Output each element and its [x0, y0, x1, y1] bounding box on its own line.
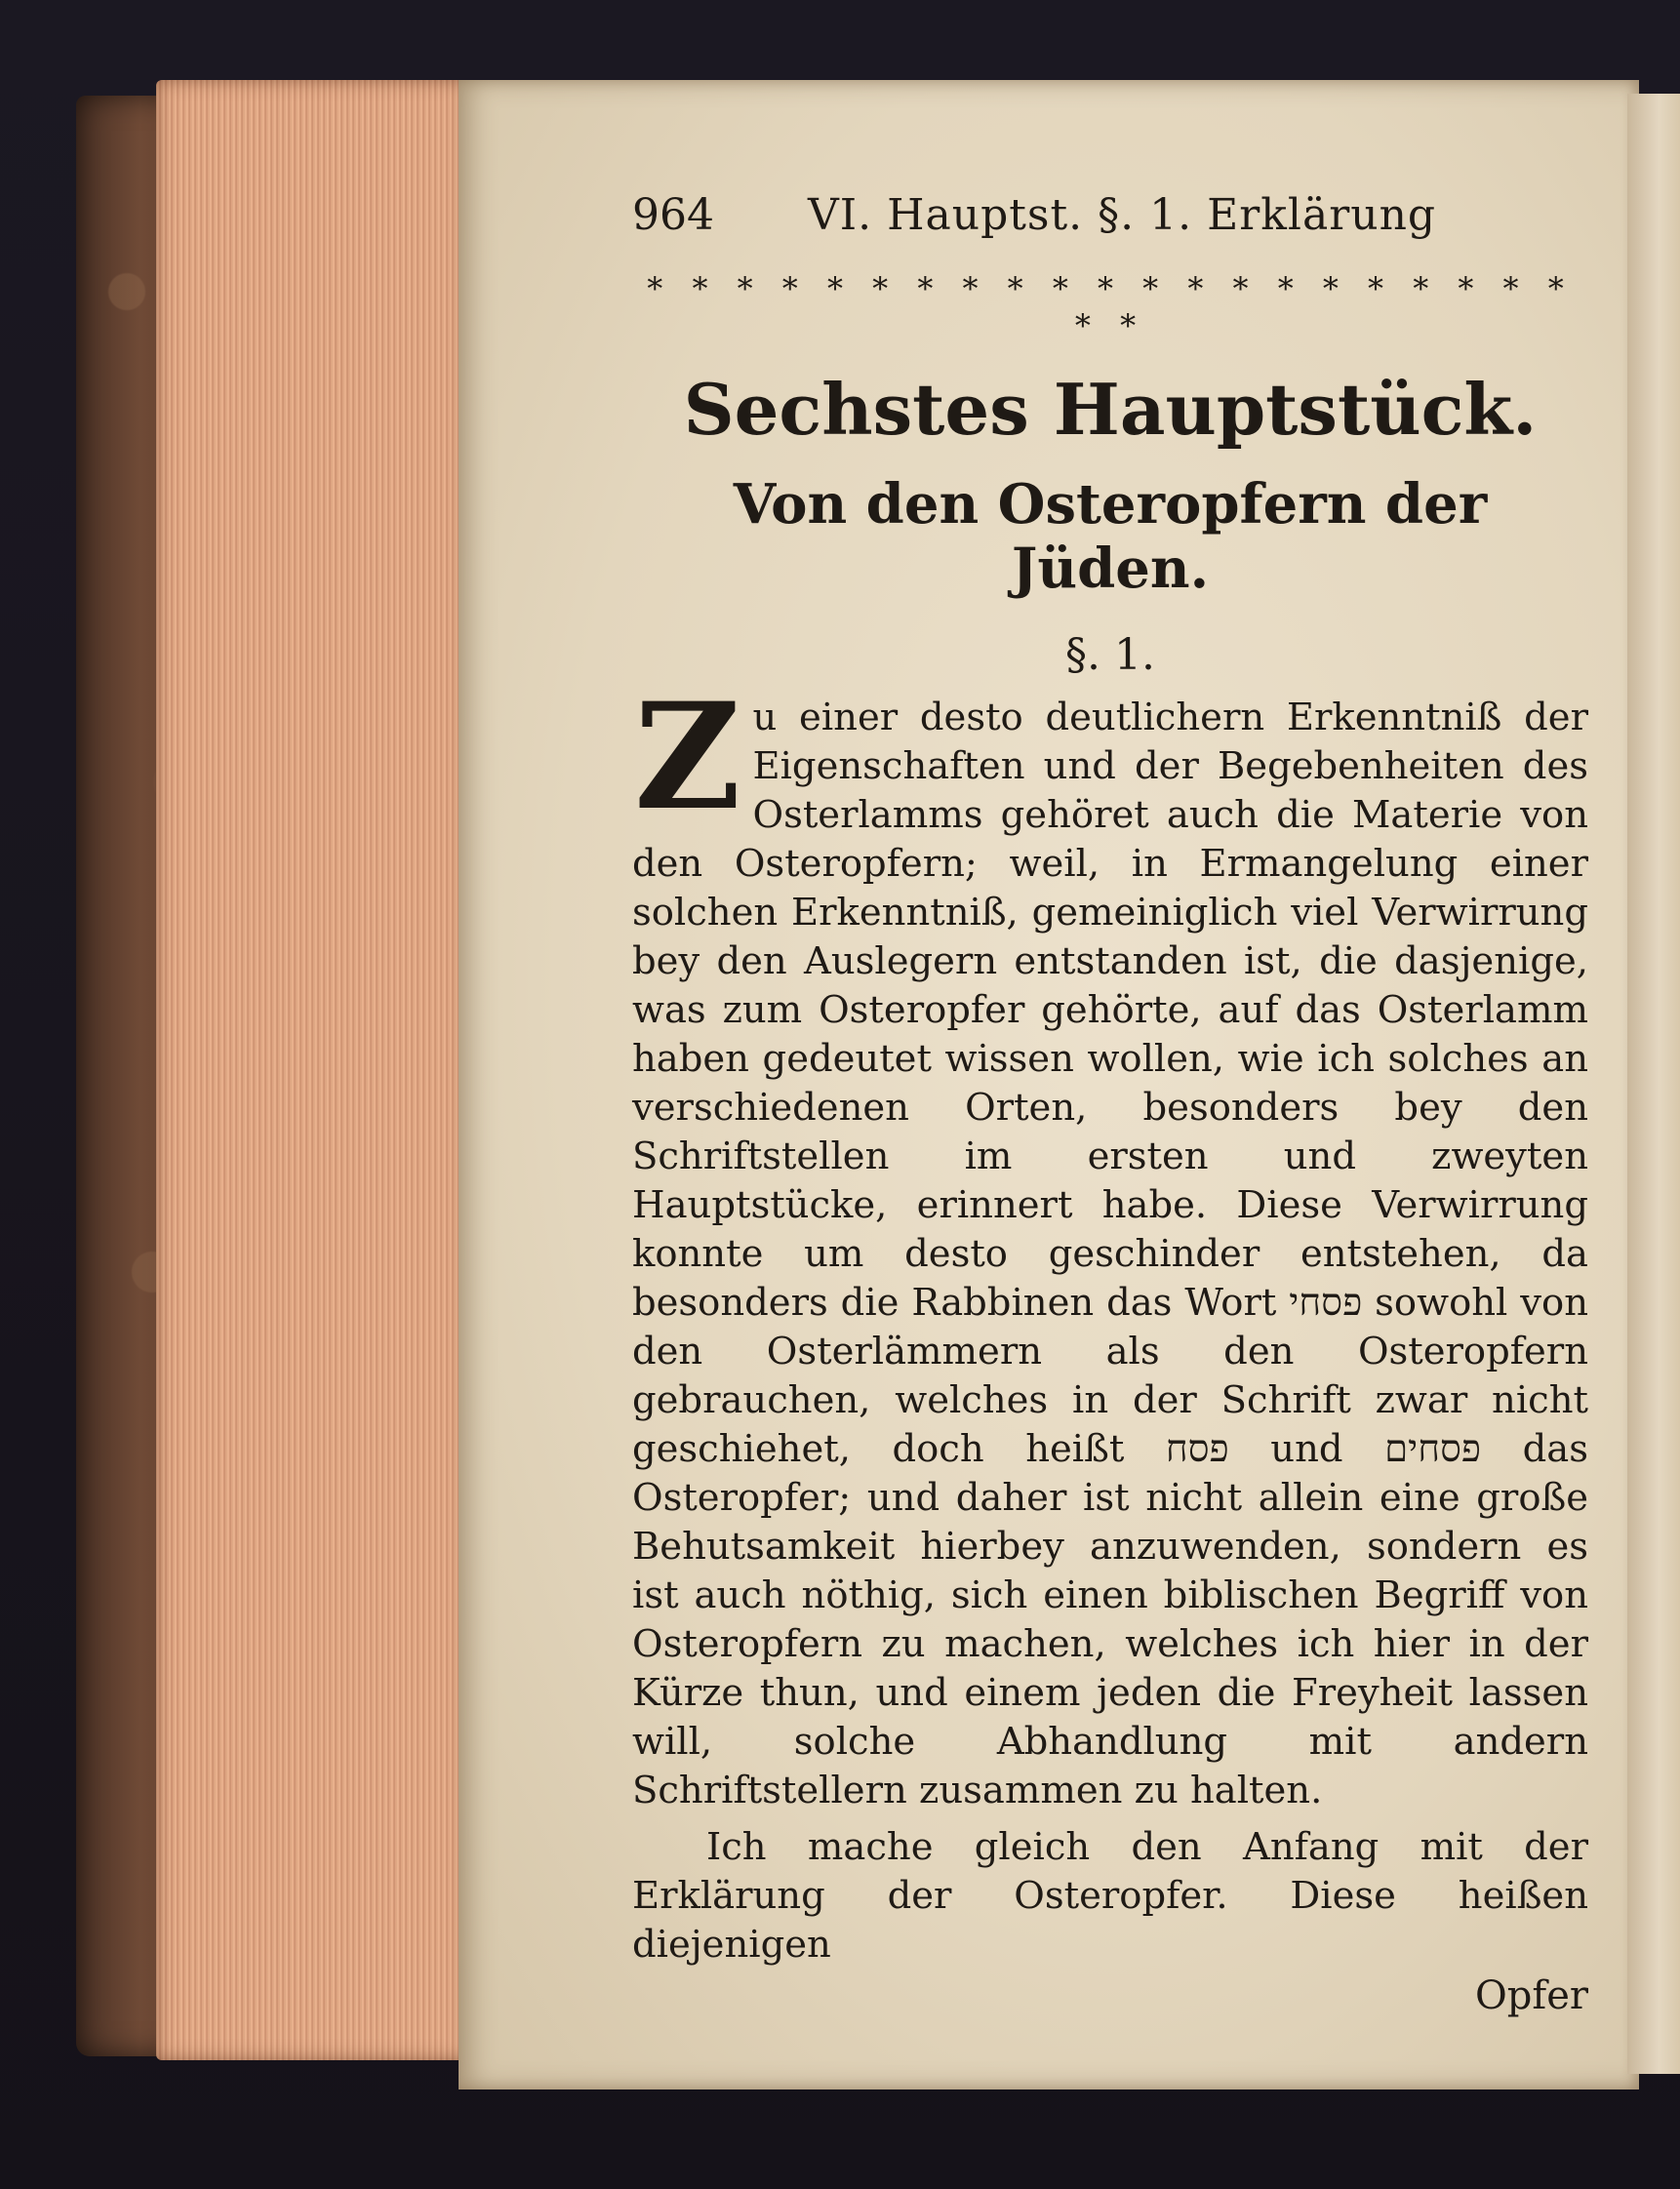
paragraph-2: Ich mache gleich den Anfang mit der Erklärung der Osteropfer. Diese heißen diejenigen [632, 1825, 1588, 1967]
catchword: Opfer [1475, 1973, 1588, 2018]
page-number: 964 [632, 190, 714, 240]
paragraph-1-text: u einer desto deutlichern Erkenntniß der Eigenschaften und der Begebenheiten des Osterlamms gehöret auch die Materie von den Osteropfern; weil, in Ermangelung einer solchen Erkenntniß, gemeiniglich viel Verwirrung bey den Auslegern entstanden ist, die dasjenige, was zum Osteropfer gehörte, auf das Osterlamm haben gedeutet wissen wollen, wie ich solches an verschiedenen Orten, besonders bey den Schriftstellen im ersten und zweyten Hauptstücke, erinnert habe. Diese Verwirrung konnte um desto geschinder entstehen, da besonders die Rabbinen das Wort פסחי sowohl von den Osterlämmern als den Osteropfern gebrauchen, welches in der Schrift zwar nicht geschiehet, doch heißt פסח und פסחים das Osteropfer; und daher ist nicht allein eine große Behutsamkeit hierbey anzuwenden, sondern es ist auch nöthig, sich einen biblischen Begriff von Osteropfern zu machen, welches ich hier in der Kürze thun, und einem jeden die Freyheit lassen will, solche Abhandlung mit andern Schriftstellern zusammen zu halten. [632, 696, 1589, 1812]
page-text [632, 190, 1588, 2018]
running-head [632, 190, 1588, 253]
section-mark: §. 1. [1065, 630, 1155, 680]
page-edges [156, 80, 468, 2060]
next-page-edge [1627, 94, 1680, 2074]
chapter-subtitle: Von den Osteropfern der Jüden. [733, 472, 1488, 601]
chapter-title: Sechstes Hauptstück. [683, 368, 1538, 451]
ornament-divider: * * * * * * * * * * * * * * * * * * * * * * * [647, 270, 1574, 344]
drop-cap: Z [634, 671, 741, 843]
paragraph-1 [632, 671, 1589, 1815]
running-title: VI. Hauptst. §. 1. Erklärung [808, 190, 1437, 240]
